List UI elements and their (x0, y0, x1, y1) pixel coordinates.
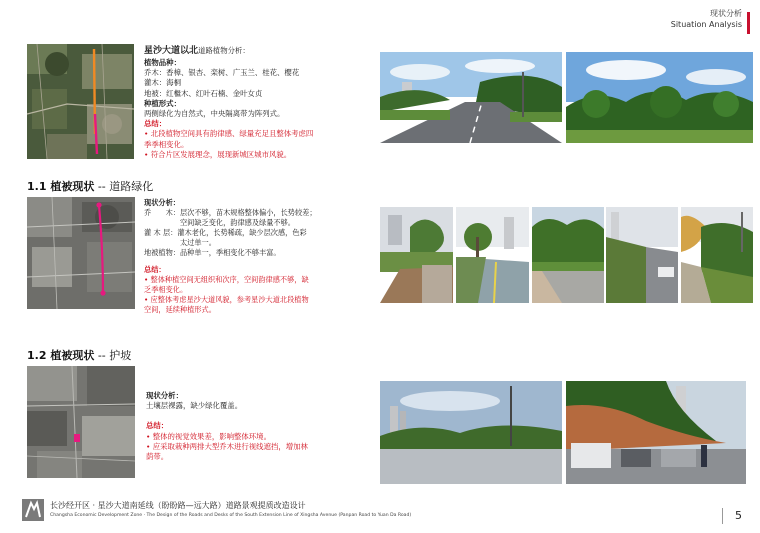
slope-summary-label: 总结： (146, 421, 169, 431)
slope-line: 土壤层裸露，缺少绿化覆盖。 (146, 401, 243, 411)
header-accent-bar (747, 12, 750, 34)
section-1-2-title (27, 347, 131, 363)
north-heading-rest: 道路植物分析： (198, 46, 250, 55)
north-summary-2: • 符合片区发展理念，展现新城区城市风貌。 (144, 149, 292, 159)
page-number: 5 (735, 509, 742, 522)
spacer (146, 411, 378, 421)
photo-slope-1 (380, 381, 562, 484)
page-number-divider (722, 508, 723, 524)
north-analysis-text (144, 44, 374, 160)
road-green-ground: 地被植物：品种单一，季相变化不够丰富。 (144, 247, 281, 257)
slope-summary-2b: 荫带。 (146, 452, 169, 462)
map-north-section (27, 44, 134, 159)
north-summary-label: 总结： (144, 119, 167, 129)
slope-summary-1: • 整体的视觉效果差，影响整体环境。 (146, 431, 271, 441)
section-1-2-title-rest: -- 护坡 (94, 349, 132, 362)
north-heading (144, 44, 374, 58)
footer-logo (22, 499, 44, 521)
slope-summary-2a: • 应采取栽种两排大型乔木进行视线遮挡，增加林 (146, 441, 308, 451)
slope-analysis-text (146, 391, 378, 462)
photo-north-avenue-1 (380, 52, 562, 143)
road-green-summary-label: 总结： (144, 265, 166, 275)
photo-road-green-1 (380, 207, 453, 303)
road-green-shrub-b: 太过单一。 (144, 237, 216, 247)
section-1-1-title-rest: -- 道路绿化 (94, 180, 154, 193)
form-text: 两侧绿化为自然式，中央隔离带为阵列式。 (144, 109, 285, 119)
road-green-summary-2b: 空间，延续种植形式。 (144, 305, 216, 315)
species-shrubs: 灌木：海桐 (144, 78, 181, 88)
north-summary-1b: 季季相变化。 (144, 139, 189, 149)
map-road-green-section (27, 197, 135, 309)
photo-road-green-4 (606, 207, 678, 303)
slope-label: 现状分析： (146, 391, 183, 400)
road-green-summary-2a: • 应整体考虑星沙大道风貌，参考星沙大道北段植物 (144, 295, 309, 305)
section-1-1-title-bold: 1.1 植被现状 (27, 180, 95, 193)
map-slope-section (27, 366, 135, 478)
road-green-shrub-a: 灌 木 层：灌木老化，长势稀疏，缺少层次感，色彩 (144, 227, 307, 237)
road-green-label: 现状分析： (144, 198, 180, 207)
photo-road-green-5 (681, 207, 753, 303)
form-label: 种植形式： (144, 98, 181, 108)
section-1-1-title (27, 178, 153, 194)
header-title-cn: 现状分析 (710, 9, 742, 18)
species-ground: 地被：红檵木、红叶石楠、金叶女贞 (144, 88, 263, 98)
north-summary-1a: • 北段植物空间具有韵律感、绿量充足且整体考虑四 (144, 129, 314, 139)
road-green-analysis-text (144, 198, 376, 315)
species-label: 植物品种： (144, 58, 181, 67)
road-green-summary-1a: • 整体种植空间无组织和次序，空间韵律感不够，缺 (144, 275, 309, 285)
photo-north-avenue-2 (566, 52, 753, 143)
road-green-tree-b: 空间缺乏变化，韵律感及绿量不够。 (144, 217, 295, 227)
section-1-2-title-bold: 1.2 植被现状 (27, 349, 95, 362)
page-header (671, 8, 750, 30)
spacer (144, 257, 376, 265)
photo-road-green-3 (532, 207, 604, 303)
photo-road-green-2 (456, 207, 529, 303)
road-green-tree-a: 乔 木：层次不够，苗木规格整体偏小，长势较差； (144, 207, 317, 217)
north-heading-bold: 星沙大道以北 (144, 46, 199, 56)
header-title-en: Situation Analysis (670, 20, 742, 29)
footer-title-en: Changsha Economic Development Zone · The Design of the Roads and Desks of the South Extension Line of Xingsha Avenue (Panpan Road to Yuan Da Road) (50, 513, 412, 518)
footer-title-cn: 长沙经开区 · 星沙大道南延线（盼盼路—远大路）道路景观提质改造设计 (50, 501, 306, 510)
species-trees: 乔木：香樟、银杏、栾树、广玉兰、桂花、樱花 (144, 68, 300, 78)
photo-slope-2 (566, 381, 746, 484)
road-green-summary-1b: 乏季相变化。 (144, 285, 188, 295)
